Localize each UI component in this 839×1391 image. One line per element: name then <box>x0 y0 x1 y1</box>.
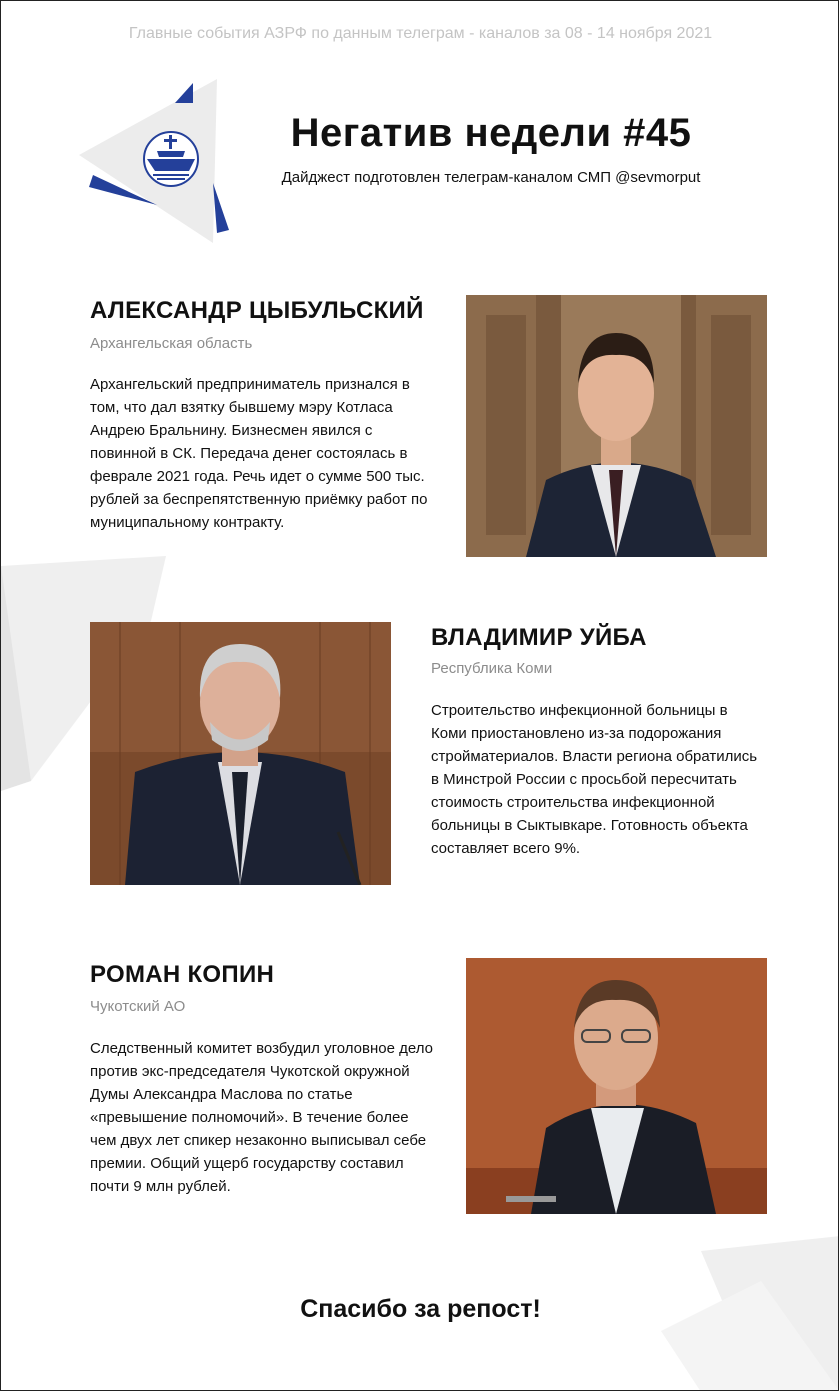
person-2-photo <box>90 622 391 885</box>
person-2-text: Строительство инфекционной больницы в Коми приостановлено из-за подорожания стройматериалов. Власти региона обратились в Минстрой России с просьбой пересчитать стоимость строительства инфекционной больницы в Сыктывкаре. Готовность объекта составляет всего 9%. <box>431 702 758 857</box>
sevmorput-logo <box>75 75 235 245</box>
person-1-region: Архангельская область <box>90 335 253 352</box>
page-subtitle: Дайджест подготовлен телеграм-каналом СМП @sevmorput <box>281 169 701 186</box>
person-3-text: Следственный комитет возбудил уголовное дело против экс-председателя Чукотской окружной Думы Александра Маслова по статье «превышение полномочий». В течение более чем двух лет спикер незаконно выписывал себе премии. Общий ущерб государству составил почти 9 млн рублей. <box>90 1040 433 1195</box>
person-3-name: РОМАН КОПИН <box>90 961 275 988</box>
person-2-name: ВЛАДИМИР УЙБА <box>431 624 647 651</box>
person-3-photo <box>466 958 767 1214</box>
person-1-photo <box>466 295 767 557</box>
person-1-text: Архангельский предприниматель признался в том, что дал взятку бывшему мэру Котласа Андрею Бральнину. Бизнесмен явился с повинной в СК. Передача денег состоялась в феврале 2021 года. Речь идет о сумме 500 тыс. рублей за беспрепятственную приёмку работ по муниципальному контракту. <box>90 376 428 531</box>
digest-period-caption: Главные события АЗРФ по данным телеграм - каналов за 08 - 14 ноября 2021 <box>128 25 713 42</box>
person-1-name: АЛЕКСАНДР ЦЫБУЛЬСКИЙ <box>90 297 424 324</box>
person-3-region: Чукотский АО <box>90 998 186 1015</box>
person-2-region: Республика Коми <box>431 660 553 677</box>
footer-thanks: Спасибо за репост! <box>300 1295 541 1323</box>
page-title: Негатив недели #45 <box>290 111 692 155</box>
